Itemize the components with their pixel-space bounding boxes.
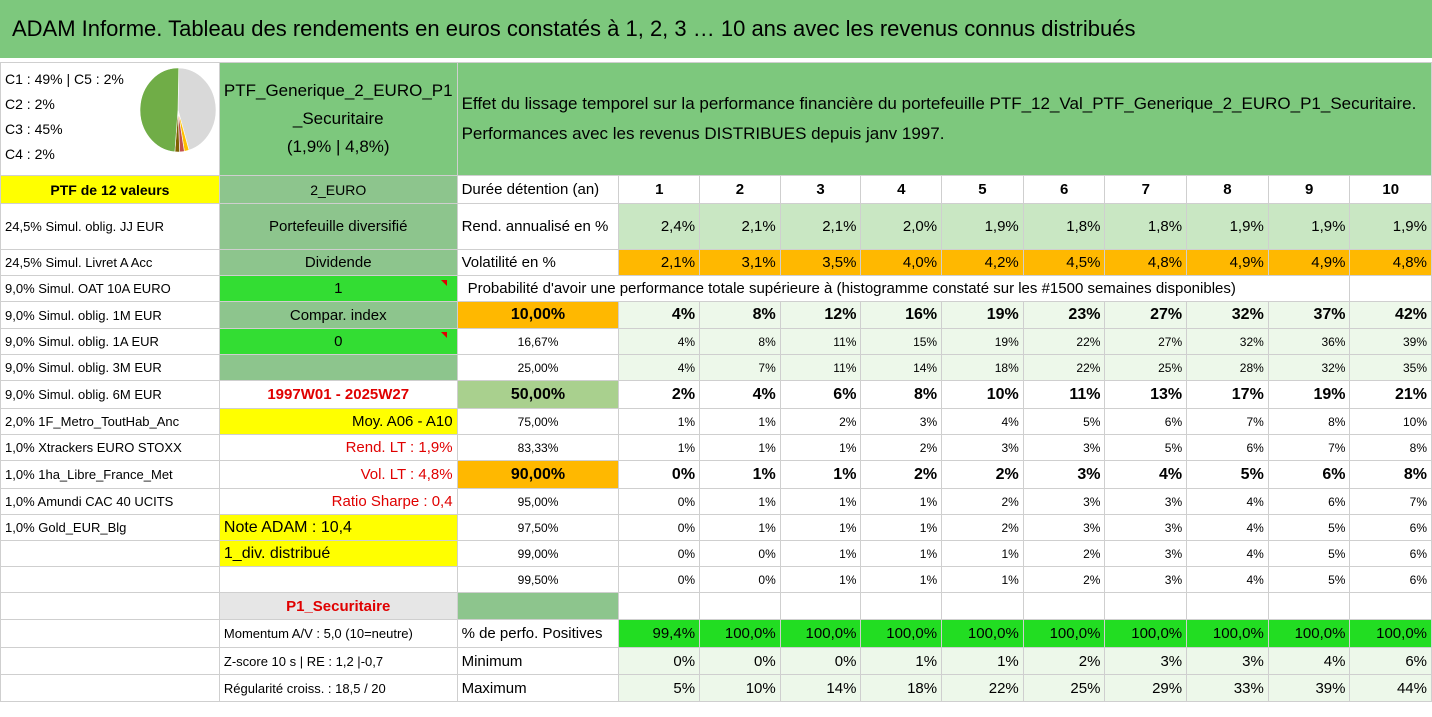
probability-value: 0% [700, 567, 781, 593]
long-term-volatility: Vol. LT : 4,8% [219, 461, 457, 489]
probability-value: 1% [700, 461, 781, 489]
probability-value: 6% [1268, 461, 1350, 489]
year-header: 10 [1350, 176, 1432, 204]
description-line: Performances avec les revenus DISTRIBUES depuis janv 1997. [461, 124, 945, 143]
probability-value: 1% [861, 515, 942, 541]
vol-value: 4,0% [861, 250, 942, 276]
probability-value: 6% [1187, 435, 1269, 461]
probability-value: 7% [1350, 489, 1432, 515]
dividend-distribution: 1_div. distribué [219, 541, 457, 567]
maximum-value: 33% [1187, 675, 1269, 702]
probability-value: 17% [1187, 381, 1269, 409]
probability-value: 7% [1187, 409, 1269, 435]
minimum-value: 0% [700, 648, 781, 675]
performance-table [0, 62, 1432, 702]
probability-value: 0% [619, 567, 700, 593]
probability-value: 1% [700, 409, 781, 435]
year-header: 8 [1187, 176, 1269, 204]
probability-value: 27% [1105, 302, 1187, 329]
probability-value: 32% [1187, 302, 1269, 329]
probability-value: 4% [619, 302, 700, 329]
probability-value: 4% [619, 329, 700, 355]
probability-value: 1% [619, 435, 700, 461]
probability-value: 6% [1350, 541, 1432, 567]
probability-value: 1% [780, 567, 861, 593]
probability-value: 1% [942, 541, 1024, 567]
probability-value: 2% [861, 461, 942, 489]
probability-value: 5% [1268, 541, 1350, 567]
probability-level: 99,50% [457, 567, 619, 593]
minimum-value: 1% [861, 648, 942, 675]
minimum-value: 3% [1105, 648, 1187, 675]
probability-value: 3% [1105, 567, 1187, 593]
probability-value: 7% [1268, 435, 1350, 461]
probability-value: 8% [861, 381, 942, 409]
minimum-value: 2% [1023, 648, 1105, 675]
probability-value: 2% [942, 461, 1024, 489]
empty-cell [780, 593, 861, 620]
holding-row: 24,5% Simul. Livret A Acc [1, 250, 220, 276]
probability-value: 1% [700, 435, 781, 461]
maximum-value: 39% [1268, 675, 1350, 702]
probability-value: 16% [861, 302, 942, 329]
probability-value: 5% [1268, 515, 1350, 541]
portfolio-return-vol: (1,9% | 4,8%) [286, 137, 390, 156]
empty-cell [1, 593, 220, 620]
probability-value: 0% [619, 515, 700, 541]
probability-value: 27% [1105, 329, 1187, 355]
duration-label: Durée détention (an) [457, 176, 619, 204]
empty-cell [219, 355, 457, 381]
probability-value: 4% [1105, 461, 1187, 489]
probability-value: 1% [942, 567, 1024, 593]
probability-value: 11% [1023, 381, 1105, 409]
comment-marker [441, 332, 447, 338]
probability-value: 8% [1350, 435, 1432, 461]
zscore-label: Z-score 10 s | RE : 1,2 |-0,7 [219, 648, 457, 675]
probability-value: 0% [619, 461, 700, 489]
probability-value: 1% [780, 515, 861, 541]
empty-cell [861, 593, 942, 620]
probability-value: 19% [1268, 381, 1350, 409]
pie-slice-c1 [140, 68, 179, 152]
probability-value: 15% [861, 329, 942, 355]
vol-value: 4,5% [1023, 250, 1105, 276]
minimum-value: 3% [1187, 648, 1269, 675]
rend-value: 2,1% [780, 204, 861, 250]
probability-value: 22% [1023, 355, 1105, 381]
probability-value: 4% [700, 381, 781, 409]
minimum-value: 6% [1350, 648, 1432, 675]
year-header: 1 [619, 176, 700, 204]
probability-value: 2% [1023, 541, 1105, 567]
empty-cell [619, 593, 700, 620]
empty-cell [1, 675, 220, 702]
holding-row: 1,0% Xtrackers EURO STOXX [1, 435, 220, 461]
probability-level: 16,67% [457, 329, 619, 355]
positives-value: 100,0% [1023, 620, 1105, 648]
empty-cell [1268, 593, 1350, 620]
profile-color-cell [457, 593, 619, 620]
probability-value: 3% [1023, 489, 1105, 515]
probability-value: 28% [1187, 355, 1269, 381]
probability-value: 2% [619, 381, 700, 409]
compar-index-label: Compar. index [219, 302, 457, 329]
empty-cell [1350, 276, 1432, 302]
probability-value: 39% [1350, 329, 1432, 355]
minimum-label: Minimum [457, 648, 619, 675]
probability-value: 19% [942, 302, 1024, 329]
description-line: Effet du lissage temporel sur la performance financière du portefeuille PTF_12_Val_PTF_Generique_2_EURO_P1_Securitaire. [461, 94, 1417, 113]
probability-value: 12% [780, 302, 861, 329]
description-cell [457, 63, 1431, 176]
dividend-toggle[interactable]: 1 [219, 276, 457, 302]
rend-value: 1,8% [1105, 204, 1187, 250]
probability-value: 8% [700, 302, 781, 329]
long-term-return: Rend. LT : 1,9% [219, 435, 457, 461]
maximum-value: 22% [942, 675, 1024, 702]
probability-value: 1% [861, 489, 942, 515]
probability-value: 8% [1350, 461, 1432, 489]
probability-value: 10% [942, 381, 1024, 409]
probability-value: 1% [700, 515, 781, 541]
empty-cell [942, 593, 1024, 620]
rend-value: 1,9% [1187, 204, 1269, 250]
probability-value: 7% [700, 355, 781, 381]
probability-value: 2% [942, 515, 1024, 541]
currency-label: 2_EURO [219, 176, 457, 204]
portfolio-name: PTF_Generique_2_EURO_P1 [223, 81, 453, 100]
probability-value: 3% [1105, 541, 1187, 567]
rend-value: 1,8% [1023, 204, 1105, 250]
probability-value: 2% [780, 409, 861, 435]
probability-value: 36% [1268, 329, 1350, 355]
maximum-value: 5% [619, 675, 700, 702]
ptf-count-label: PTF de 12 valeurs [1, 176, 220, 204]
probability-value: 5% [1105, 435, 1187, 461]
maximum-value: 14% [780, 675, 861, 702]
legend-line: C1 : 49% | C5 : 2% [5, 71, 124, 87]
probability-value: 1% [861, 567, 942, 593]
probability-value: 3% [1105, 489, 1187, 515]
year-header: 9 [1268, 176, 1350, 204]
minimum-value: 0% [780, 648, 861, 675]
probability-value: 22% [1023, 329, 1105, 355]
vol-label: Volatilité en % [457, 250, 619, 276]
probability-value: 6% [1268, 489, 1350, 515]
maximum-value: 29% [1105, 675, 1187, 702]
probability-value: 1% [861, 541, 942, 567]
holding-row: 2,0% 1F_Metro_ToutHab_Anc [1, 409, 220, 435]
empty-cell [1187, 593, 1269, 620]
rend-value: 2,0% [861, 204, 942, 250]
probability-value: 32% [1187, 329, 1269, 355]
probability-value: 1% [780, 461, 861, 489]
probability-value: 6% [1350, 515, 1432, 541]
vol-value: 4,8% [1105, 250, 1187, 276]
holding-row: 24,5% Simul. oblig. JJ EUR [1, 204, 220, 250]
positives-value: 100,0% [1187, 620, 1269, 648]
holding-row: 1,0% Gold_EUR_Blg [1, 515, 220, 541]
probability-value: 1% [780, 541, 861, 567]
holding-row: 9,0% Simul. oblig. 6M EUR [1, 381, 220, 409]
empty-cell [219, 567, 457, 593]
probability-value: 8% [700, 329, 781, 355]
probability-value: 18% [942, 355, 1024, 381]
probability-level: 97,50% [457, 515, 619, 541]
probability-value: 4% [1187, 515, 1269, 541]
empty-cell [700, 593, 781, 620]
probability-value: 4% [1187, 541, 1269, 567]
minimum-value: 1% [942, 648, 1024, 675]
holding-row: 1,0% 1ha_Libre_France_Met [1, 461, 220, 489]
legend-line: C4 : 2% [5, 146, 55, 162]
probability-value: 6% [1105, 409, 1187, 435]
report-title: ADAM Informe. Tableau des rendements en euros constatés à 1, 2, 3 … 10 ans avec les revenus connus distribués [0, 0, 1432, 60]
positives-value: 100,0% [780, 620, 861, 648]
probability-value: 3% [1023, 461, 1105, 489]
positives-value: 99,4% [619, 620, 700, 648]
rend-value: 1,9% [1268, 204, 1350, 250]
vol-value: 3,1% [700, 250, 781, 276]
year-header: 4 [861, 176, 942, 204]
adam-score: Note ADAM : 10,4 [219, 515, 457, 541]
probability-value: 5% [1023, 409, 1105, 435]
comment-marker [441, 280, 447, 286]
probability-value: 8% [1268, 409, 1350, 435]
vol-value: 4,8% [1350, 250, 1432, 276]
probability-value: 25% [1105, 355, 1187, 381]
probability-value: 32% [1268, 355, 1350, 381]
allocation-pie-chart [136, 66, 220, 154]
probability-value: 0% [700, 541, 781, 567]
probability-value: 23% [1023, 302, 1105, 329]
probability-level: 99,00% [457, 541, 619, 567]
probability-level: 90,00% [457, 461, 619, 489]
holding-row: 9,0% Simul. OAT 10A EURO [1, 276, 220, 302]
holding-row: 9,0% Simul. oblig. 1A EUR [1, 329, 220, 355]
maximum-value: 10% [700, 675, 781, 702]
probability-value: 3% [942, 435, 1024, 461]
probability-value: 6% [780, 381, 861, 409]
rend-label: Rend. annualisé en % [457, 204, 619, 250]
probability-value: 37% [1268, 302, 1350, 329]
minimum-value: 0% [619, 648, 700, 675]
vol-value: 4,2% [942, 250, 1024, 276]
probability-value: 4% [942, 409, 1024, 435]
probability-value: 10% [1350, 409, 1432, 435]
empty-cell [1350, 593, 1432, 620]
probability-value: 1% [619, 409, 700, 435]
vol-value: 3,5% [780, 250, 861, 276]
compar-index-toggle[interactable]: 0 [219, 329, 457, 355]
empty-cell [1, 541, 220, 567]
vol-value: 2,1% [619, 250, 700, 276]
average-label: Moy. A06 - A10 [219, 409, 457, 435]
probability-value: 3% [1105, 515, 1187, 541]
holding-row: 1,0% Amundi CAC 40 UCITS [1, 489, 220, 515]
probability-value: 3% [1023, 435, 1105, 461]
rend-value: 1,9% [1350, 204, 1432, 250]
maximum-value: 18% [861, 675, 942, 702]
probability-value: 5% [1268, 567, 1350, 593]
year-header: 5 [942, 176, 1024, 204]
minimum-value: 4% [1268, 648, 1350, 675]
profile-label: P1_Securitaire [219, 593, 457, 620]
probability-level: 25,00% [457, 355, 619, 381]
year-header: 6 [1023, 176, 1105, 204]
probability-value: 11% [780, 355, 861, 381]
dividend-label: Dividende [219, 250, 457, 276]
probability-value: 1% [780, 435, 861, 461]
vol-value: 4,9% [1268, 250, 1350, 276]
probability-level: 83,33% [457, 435, 619, 461]
empty-cell [1, 648, 220, 675]
year-header: 7 [1105, 176, 1187, 204]
portfolio-name-cell [219, 63, 457, 176]
period-label: 1997W01 - 2025W27 [219, 381, 457, 409]
rend-value: 2,1% [700, 204, 781, 250]
empty-cell [1023, 593, 1105, 620]
probability-value: 35% [1350, 355, 1432, 381]
positives-value: 100,0% [1268, 620, 1350, 648]
probability-value: 21% [1350, 381, 1432, 409]
probability-value: 2% [861, 435, 942, 461]
probability-value: 1% [700, 489, 781, 515]
probability-value: 42% [1350, 302, 1432, 329]
probability-level: 10,00% [457, 302, 619, 329]
probability-title: Probabilité d'avoir une performance totale supérieure à (histogramme constaté sur les #1500 semaines disponibles) [457, 276, 1350, 302]
rend-value: 2,4% [619, 204, 700, 250]
probability-value: 6% [1350, 567, 1432, 593]
regularity-label: Régularité croiss. : 18,5 / 20 [219, 675, 457, 702]
probability-value: 3% [861, 409, 942, 435]
rend-value: 1,9% [942, 204, 1024, 250]
probability-value: 4% [619, 355, 700, 381]
probability-value: 4% [1187, 489, 1269, 515]
empty-cell [1, 620, 220, 648]
probability-value: 4% [1187, 567, 1269, 593]
legend-line: C2 : 2% [5, 96, 55, 112]
empty-cell [1105, 593, 1187, 620]
sharpe-ratio: Ratio Sharpe : 0,4 [219, 489, 457, 515]
portfolio-type: Portefeuille diversifié [219, 204, 457, 250]
positives-value: 100,0% [1105, 620, 1187, 648]
probability-level: 75,00% [457, 409, 619, 435]
maximum-value: 25% [1023, 675, 1105, 702]
vol-value: 4,9% [1187, 250, 1269, 276]
probability-value: 2% [1023, 567, 1105, 593]
probability-value: 2% [942, 489, 1024, 515]
probability-value: 11% [780, 329, 861, 355]
probability-value: 14% [861, 355, 942, 381]
probability-value: 0% [619, 541, 700, 567]
holding-row: 9,0% Simul. oblig. 1M EUR [1, 302, 220, 329]
year-header: 2 [700, 176, 781, 204]
legend-line: C3 : 45% [5, 121, 63, 137]
empty-cell [1, 567, 220, 593]
probability-value: 3% [1023, 515, 1105, 541]
portfolio-name-suffix: _Securitaire [292, 109, 384, 128]
probability-value: 1% [780, 489, 861, 515]
probability-value: 13% [1105, 381, 1187, 409]
maximum-value: 44% [1350, 675, 1432, 702]
positives-value: 100,0% [700, 620, 781, 648]
probability-value: 19% [942, 329, 1024, 355]
probability-level: 50,00% [457, 381, 619, 409]
holding-row: 9,0% Simul. oblig. 3M EUR [1, 355, 220, 381]
maximum-label: Maximum [457, 675, 619, 702]
probability-value: 0% [619, 489, 700, 515]
momentum-label: Momentum A/V : 5,0 (10=neutre) [219, 620, 457, 648]
positives-value: 100,0% [861, 620, 942, 648]
positives-value: 100,0% [1350, 620, 1432, 648]
positives-label: % de perfo. Positives [457, 620, 619, 648]
probability-value: 5% [1187, 461, 1269, 489]
positives-value: 100,0% [942, 620, 1024, 648]
probability-level: 95,00% [457, 489, 619, 515]
year-header: 3 [780, 176, 861, 204]
